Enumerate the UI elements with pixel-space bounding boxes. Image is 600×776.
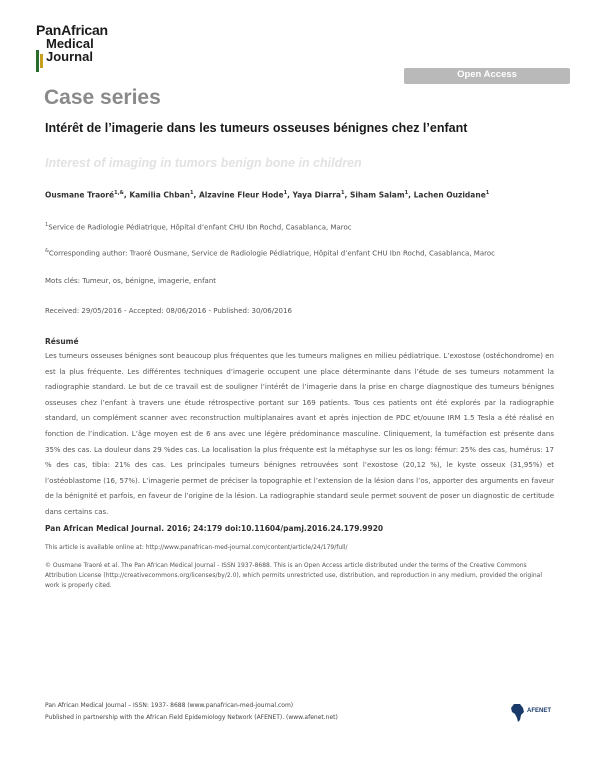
footer-partnership: Published in partnership with the African Field Epidemiology Network (AFENET). (www.afenet.net) (45, 714, 338, 721)
author-sup: 1 (485, 190, 490, 196)
open-access-label: Open Access (457, 69, 517, 80)
corresponding-author (45, 248, 495, 257)
availability-link[interactable]: This article is available online at: http://www.panafrican-med-journal.com/content/article/24/179/full/ (45, 544, 348, 551)
africa-map-icon (511, 703, 525, 723)
journal-logo-line3: Journal (46, 49, 93, 64)
affiliation-sup: 1 (45, 222, 49, 228)
author-list: Ousmane Traoré$^{1,\&}$, Kamilia Chban$^1$, Alzavine Fleur Hode$^1$, Yaya Diarra$^1$, Siham Salam$^1$, Lachen Ouzidane$^1$ (45, 190, 490, 200)
footer-issn: Pan African Medical Journal – ISSN: 1937- 8688 (www.panafrican-med-journal.com) (45, 702, 294, 709)
author-name: Ousmane Traoré (45, 190, 115, 200)
journal-logo (36, 24, 156, 76)
author-name: Lachen Ouzidane (413, 190, 486, 200)
article-type: Case series (44, 86, 161, 109)
affiliation (45, 222, 352, 231)
abstract-text: Les tumeurs osseuses bénignes sont beaucoup plus fréquentes que les tumeurs malignes en milieu pédiatrique. L’exostose (ostéchondrome) en est la plus fréquente. Les différentes techniques d’imagerie occupent une place déterminante dans l’étude de ses tumeurs notamment la radiographie standard. Le but de ce travail est de souligner l’intérêt de l’imagerie dans la prise en charge diagnostique des tumeurs bénignes osseuses chez l’enfant à travers une étude rétrospective portant sur 169 patients. Tous ces patients ont été explorés par la radiographie standard, un complément scanner avec reconstruction multiplanaires avant et après injection de PDC et/ouune IRM 1.5 Tesla a été réalisé en fonction de l’indication. L’âge moyen est de 6 ans avec une légère prédominance masculine. Cliniquement, la tuméfaction est présente dans 35% des cas. La douleur dans 29 %des cas. La localisation la plus fréquente est la métaphyse sur les os long: fémur: 25% des cas, humérus: 17 % des cas, tibia: 21% des cas. Les principales tumeurs bénignes retrouvées sont l’exostose (20,12 %), le kyste osseux (31,95%) et l’ostéoblastome (16, 57%). L’imagerie permet de préciser la topographie et l’extension de la lésion dans l’os, apporter des arguments en faveur de la bénignité et parfois, en faveur de l’origine de la lésion. La radiographie standard seule permet souvent de poser un diagnostic de certitude dans certains cas. (45, 352, 554, 516)
author-sup: 1 (190, 190, 194, 196)
article-title-en: Interest of imaging in tumors benign bone in children (45, 156, 362, 170)
journal-logo-mark-icon (36, 50, 44, 72)
author-name: Yaya Diarra (292, 190, 341, 200)
author-sup: 1 (283, 190, 288, 196)
corresponding-sup: & (45, 248, 49, 254)
citation: Pan African Medical Journal. 2016; 24:179 doi:10.11604/pamj.2016.24.179.9920 (45, 524, 384, 533)
author-sup: 1 (404, 190, 409, 196)
publication-dates: Received: 29/05/2016 - Accepted: 08/06/2016 - Published: 30/06/2016 (45, 307, 292, 315)
afenet-logo (511, 702, 561, 724)
affiliation-text: Service de Radiologie Pédiatrique, Hôpital d’enfant CHU Ibn Rochd, Casablanca, Maroc (48, 223, 352, 232)
corresponding-text: Corresponding author: Traoré Ousmane, Service de Radiologie Pédiatrique, Hôpital d’enfant CHU Ibn Rochd, Casablanca, Maroc (48, 249, 495, 258)
author-sup: 1,& (114, 190, 124, 196)
article-title-fr: Intérêt de l’imagerie dans les tumeurs osseuses bénignes chez l’enfant (45, 121, 468, 135)
journal-logo-line2: Medical (46, 36, 94, 51)
keywords: Mots clés: Tumeur, os, bénigne, imagerie, enfant (45, 277, 217, 285)
abstract-heading: Résumé (45, 337, 79, 346)
author-name: Siham Salam (349, 190, 405, 200)
author-name: Alzavine Fleur Hode (198, 190, 284, 200)
author-sup: 1 (340, 190, 345, 196)
author-name: Kamilia Chban (129, 190, 190, 200)
license-text: © Ousmane Traoré et al. The Pan African Medical Journal - ISSN 1937-8688. This is an Open Access article distributed under the terms of the Creative Commons Attribution License (http://creativecommons.org/licenses/by/2.0), which permits unrestricted use, distribution, and reproduction in any medium, provided the original work is properly cited. (45, 562, 543, 589)
afenet-logo-text: AFENET (527, 708, 551, 714)
open-access-badge (404, 68, 570, 84)
journal-logo-line1: PanAfrican (36, 22, 108, 38)
